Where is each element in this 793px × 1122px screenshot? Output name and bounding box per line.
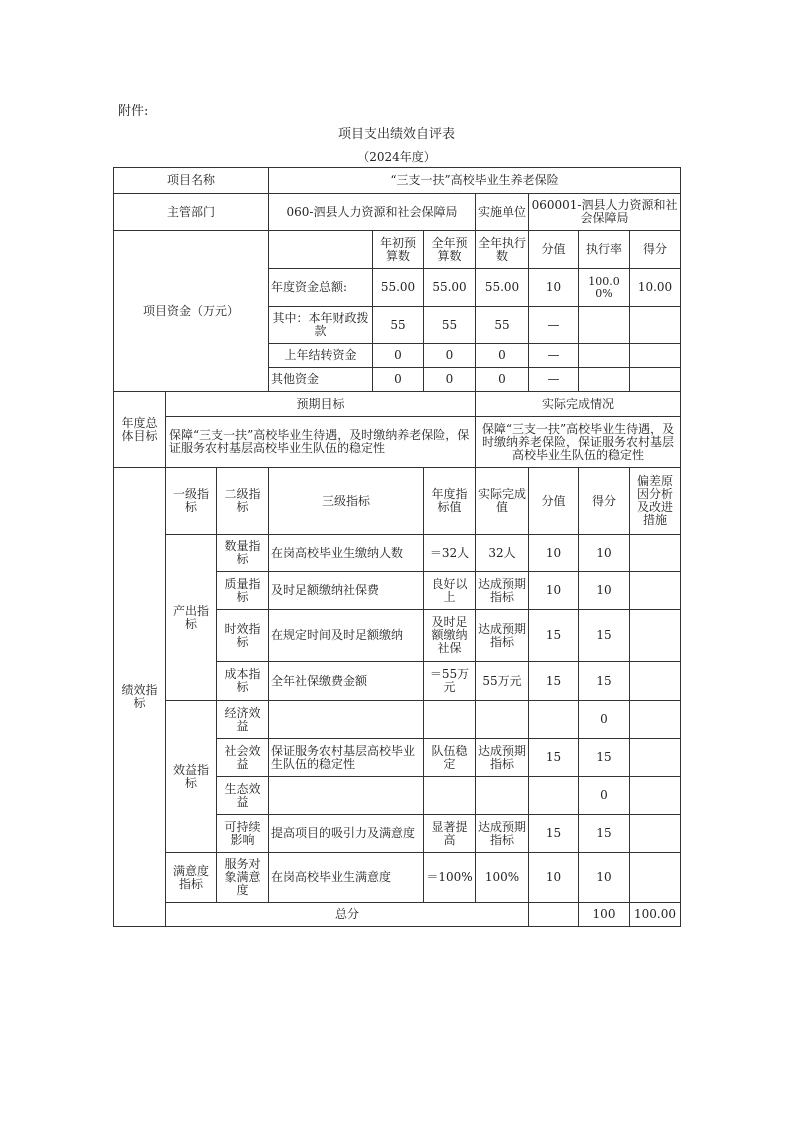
indicator-l2: 经济效益 [217, 701, 269, 739]
total-row [114, 903, 681, 927]
funds-cell: 0 [476, 344, 529, 368]
funds-cell: 55 [373, 307, 424, 344]
indicator-target: 显著提高 [424, 815, 476, 853]
funds-cell [630, 344, 681, 368]
indicator-note [630, 853, 681, 903]
funds-header: 年初预算数 [373, 231, 424, 269]
funds-cell: 0 [424, 368, 476, 392]
indicator-score: 15 [529, 815, 579, 853]
funds-cell: 0 [424, 344, 476, 368]
indicator-l3 [269, 701, 424, 739]
indicator-note [630, 572, 681, 610]
indicator-score: 15 [529, 610, 579, 662]
indicator-header: 年度指标值 [424, 468, 476, 535]
indicator-header: 偏差原因分析及改进措施 [630, 468, 681, 535]
indicator-group-name: 满意度指标 [166, 853, 217, 903]
indicator-actual [476, 701, 529, 739]
funds-cell [579, 344, 630, 368]
self-evaluation-table [113, 167, 681, 927]
funds-header-blank [269, 231, 373, 269]
indicator-actual: 达成预期指标 [476, 610, 529, 662]
indicator-score [529, 777, 579, 815]
total-score: 100 [579, 903, 630, 927]
funds-cell: 0 [373, 344, 424, 368]
project-name-label: 项目名称 [114, 168, 269, 194]
indicator-row [114, 535, 681, 572]
indicators-header-row [114, 468, 681, 535]
indicator-l3: 全年社保缴费金额 [269, 662, 424, 701]
indicator-actual: 100% [476, 853, 529, 903]
project-name-value: “三支一扶”高校毕业生养老保险 [269, 168, 681, 194]
indicator-got: 15 [579, 739, 630, 777]
indicator-group-name: 效益指标 [166, 701, 217, 853]
indicator-note [630, 662, 681, 701]
funds-cell: 10 [529, 269, 579, 307]
indicator-got: 15 [579, 610, 630, 662]
indicator-got: 10 [579, 572, 630, 610]
indicator-actual: 达成预期指标 [476, 572, 529, 610]
unit-label: 实施单位 [476, 194, 529, 231]
goals-header-row [114, 392, 681, 417]
indicator-got: 10 [579, 853, 630, 903]
funds-header: 执行率 [579, 231, 630, 269]
indicator-header: 三级指标 [269, 468, 424, 535]
indicator-l2: 时效指标 [217, 610, 269, 662]
indicator-l2: 质量指标 [217, 572, 269, 610]
indicator-actual: 达成预期指标 [476, 815, 529, 853]
indicator-l3: 在岗高校毕业生满意度 [269, 853, 424, 903]
dept-value: 060-泗县人力资源和社会保障局 [269, 194, 476, 231]
indicator-got: 0 [579, 777, 630, 815]
indicator-target [424, 777, 476, 815]
indicator-target: ＝100% [424, 853, 476, 903]
indicator-l3: 在规定时间及时足额缴纳 [269, 610, 424, 662]
actual-goal-text: 保障“三支一扶”高校毕业生待遇，及时缴纳养老保险，保证服务农村基层高校毕业生队伍的稳定性 [476, 417, 681, 468]
indicator-l2: 社会效益 [217, 739, 269, 777]
funds-cell: 55.00 [476, 269, 529, 307]
indicator-got: 15 [579, 815, 630, 853]
indicator-group-name: 产出指标 [166, 535, 217, 701]
indicator-row [114, 701, 681, 739]
funds-cell: 55 [424, 307, 476, 344]
expected-goal-label: 预期目标 [166, 392, 476, 417]
indicator-actual: 55万元 [476, 662, 529, 701]
indicator-target: 队伍稳定 [424, 739, 476, 777]
dept-label: 主管部门 [114, 194, 269, 231]
funds-cell: 55.00 [373, 269, 424, 307]
funds-header: 全年执行数 [476, 231, 529, 269]
indicator-l2: 生态效益 [217, 777, 269, 815]
total-label: 总分 [166, 903, 529, 927]
year-label: （2024年度） [357, 150, 436, 164]
indicator-l3: 在岗高校毕业生缴纳人数 [269, 535, 424, 572]
indicator-got: 0 [579, 701, 630, 739]
funds-cell [579, 307, 630, 344]
funds-header: 全年预算数 [424, 231, 476, 269]
indicator-l2: 成本指标 [217, 662, 269, 701]
funds-header: 得分 [630, 231, 681, 269]
indicator-actual: 达成预期指标 [476, 739, 529, 777]
indicator-note [630, 815, 681, 853]
funds-cell [579, 368, 630, 392]
indicator-note [630, 610, 681, 662]
indicator-l3: 及时足额缴纳社保费 [269, 572, 424, 610]
indicator-note [630, 701, 681, 739]
unit-value: 060001-泗县人力资源和社会保障局 [529, 194, 681, 231]
indicator-l2: 服务对象满意度 [217, 853, 269, 903]
indicator-score: 15 [529, 739, 579, 777]
funds-cell: — [529, 368, 579, 392]
funds-cell: 0 [476, 368, 529, 392]
indicator-row [114, 853, 681, 903]
funds-cell: 100.00% [579, 269, 630, 307]
indicator-l3 [269, 777, 424, 815]
indicator-l3: 保证服务农村基层高校毕业生队伍的稳定性 [269, 739, 424, 777]
indicator-target: 及时足额缴纳社保 [424, 610, 476, 662]
total-got: 100.00 [630, 903, 681, 927]
funds-label: 项目资金（万元） [114, 231, 269, 392]
funds-cell [630, 307, 681, 344]
indicator-note [630, 777, 681, 815]
indicator-l2: 可持续影响 [217, 815, 269, 853]
indicator-target: ＝55万元 [424, 662, 476, 701]
actual-goal-label: 实际完成情况 [476, 392, 681, 417]
indicators-label: 绩效指标 [114, 468, 166, 927]
indicator-l2: 数量指标 [217, 535, 269, 572]
page-title: 项目支出绩效自评表 [337, 127, 455, 142]
funds-cell: — [529, 307, 579, 344]
funds-cell: — [529, 344, 579, 368]
indicator-target [424, 701, 476, 739]
funds-cell: 55.00 [424, 269, 476, 307]
attachment-label: 附件: [118, 104, 149, 119]
indicator-actual [476, 777, 529, 815]
funds-header: 分值 [529, 231, 579, 269]
indicator-header: 实际完成值 [476, 468, 529, 535]
funds-row-name: 上年结转资金 [269, 344, 373, 368]
funds-cell [630, 368, 681, 392]
indicator-score: 15 [529, 662, 579, 701]
indicator-got: 15 [579, 662, 630, 701]
funds-row-name: 其他资金 [269, 368, 373, 392]
indicator-note [630, 535, 681, 572]
indicator-header: 分值 [529, 468, 579, 535]
funds-cell: 0 [373, 368, 424, 392]
department-row [114, 194, 681, 231]
indicator-actual: 32人 [476, 535, 529, 572]
project-name-row [114, 168, 681, 194]
expected-goal-text: 保障“三支一扶”高校毕业生待遇，及时缴纳养老保险，保证服务农村基层高校毕业生队伍的稳定性 [166, 417, 476, 468]
funds-cell: 10.00 [630, 269, 681, 307]
indicator-score: 10 [529, 853, 579, 903]
indicator-target: 良好以上 [424, 572, 476, 610]
indicator-score: 10 [529, 572, 579, 610]
indicator-note [630, 739, 681, 777]
indicator-target: ＝32人 [424, 535, 476, 572]
indicator-l3: 提高项目的吸引力及满意度 [269, 815, 424, 853]
funds-row-name: 年度资金总额: [269, 269, 373, 307]
indicator-score [529, 701, 579, 739]
indicator-got: 10 [579, 535, 630, 572]
indicator-score: 10 [529, 535, 579, 572]
funds-cell: 55 [476, 307, 529, 344]
indicator-header: 二级指标 [217, 468, 269, 535]
indicator-header: 一级指标 [166, 468, 217, 535]
goals-row [114, 417, 681, 468]
goals-label: 年度总体目标 [114, 392, 166, 468]
funds-header-row [114, 231, 681, 269]
funds-row-name: 其中：本年财政拨款 [269, 307, 373, 344]
indicator-header: 得分 [579, 468, 630, 535]
total-actual [529, 903, 579, 927]
